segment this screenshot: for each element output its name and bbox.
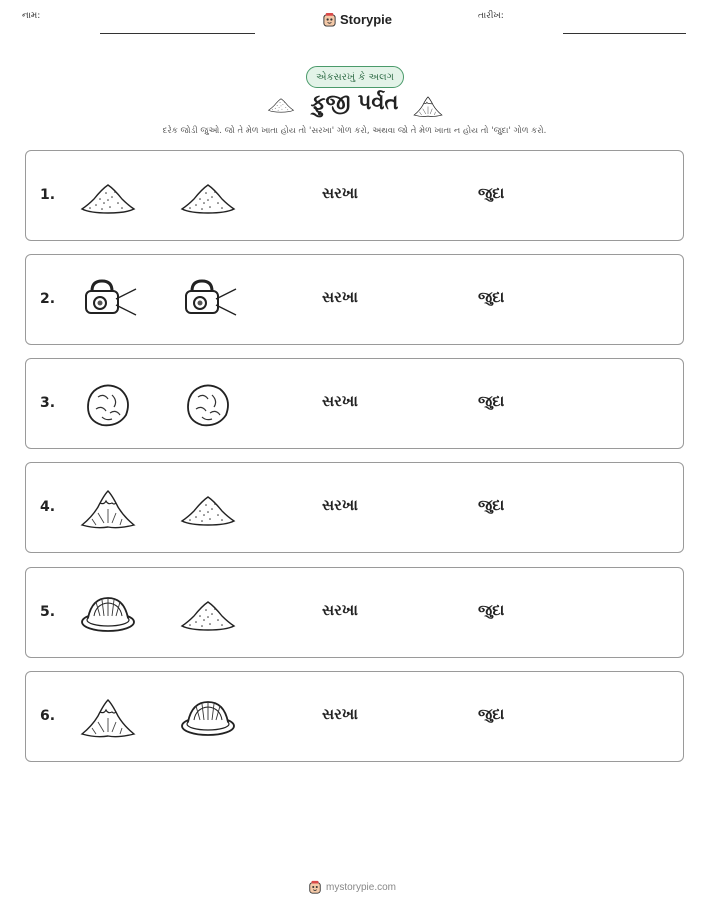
- sand-pile-icon: [178, 171, 238, 221]
- instructions: દરેક જોડી જુઓ. જો તે મેળ ખાતા હોય તો 'સરખા' ગોળ કરો, અથવા જો તે મેળ ખાતા ન હોય તો 'જુદા' ગોળ કરો.: [162, 126, 547, 136]
- sand-pile-icon: [78, 171, 138, 221]
- question-number: 3.: [40, 395, 56, 411]
- page-title: ફુજી પર્વત: [310, 90, 399, 114]
- sand-pile-icon: [178, 588, 238, 638]
- sandal-icon: [178, 692, 238, 742]
- question-row: [25, 567, 684, 658]
- question-row: [25, 358, 684, 449]
- name-label: નામ:: [22, 11, 41, 21]
- mountain-icon: [412, 92, 444, 120]
- question-number: 1.: [40, 187, 56, 203]
- date-label: તારીખ:: [478, 11, 504, 21]
- brand: [322, 12, 392, 27]
- storypie-logo-icon: [308, 880, 322, 894]
- brand-name: Storypie: [340, 12, 393, 27]
- question-row: [25, 671, 684, 762]
- same-option[interactable]: સરખા: [322, 601, 358, 619]
- question-row: [25, 150, 684, 241]
- different-option[interactable]: જુદા: [478, 392, 505, 410]
- mountain-icon: [78, 692, 138, 742]
- same-option[interactable]: સરખા: [322, 288, 358, 306]
- different-option[interactable]: જુદા: [478, 601, 505, 619]
- same-option[interactable]: સરખા: [322, 705, 358, 723]
- rock-icon: [178, 379, 238, 429]
- different-option[interactable]: જુદા: [478, 288, 505, 306]
- sand-pile-icon: [178, 483, 238, 533]
- sandal-icon: [78, 588, 138, 638]
- footer-url: mystorypie.com: [326, 881, 397, 893]
- camera-icon: [178, 275, 238, 325]
- same-option[interactable]: સરખા: [322, 496, 358, 514]
- question-number: 6.: [40, 708, 56, 724]
- question-row: [25, 254, 684, 345]
- camera-icon: [78, 275, 138, 325]
- name-field[interactable]: [100, 33, 255, 34]
- same-option[interactable]: સરખા: [322, 184, 358, 202]
- rock-icon: [78, 379, 138, 429]
- date-field[interactable]: [563, 33, 686, 34]
- question-number: 5.: [40, 604, 56, 620]
- question-number: 2.: [40, 291, 56, 307]
- same-option[interactable]: સરખા: [322, 392, 358, 410]
- storypie-logo-icon: [322, 12, 337, 27]
- different-option[interactable]: જુદા: [478, 496, 505, 514]
- different-option[interactable]: જુદા: [478, 705, 505, 723]
- question-row: [25, 462, 684, 553]
- mountain-icon: [78, 483, 138, 533]
- question-number: 4.: [40, 499, 56, 515]
- worksheet-type-badge: એકસરખું કે અલગ: [306, 66, 404, 88]
- different-option[interactable]: જુદા: [478, 184, 505, 202]
- footer: [308, 880, 396, 894]
